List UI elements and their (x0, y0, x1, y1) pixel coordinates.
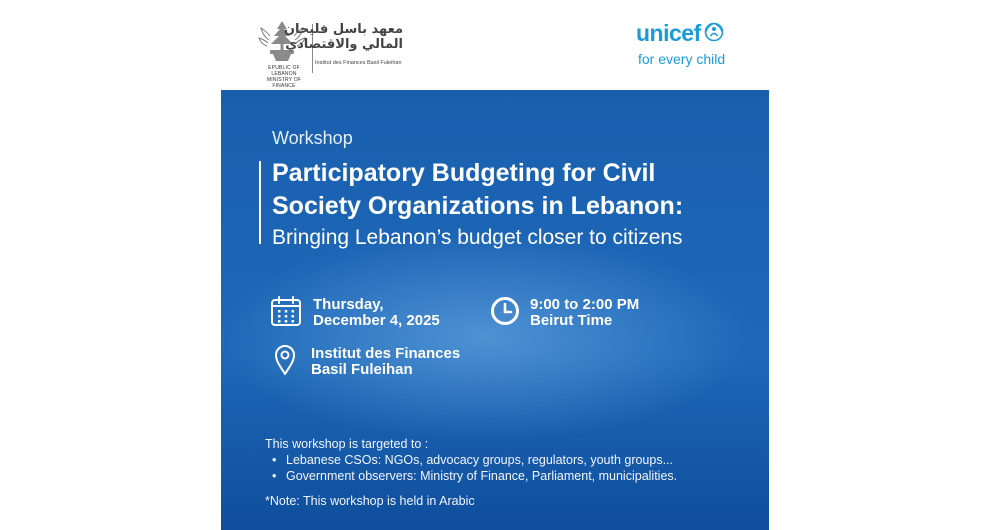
workshop-subtitle: Bringing Lebanon’s budget closer to citizens (272, 226, 683, 249)
unicef-wordmark: unicef (636, 20, 701, 46)
workshop-title-line-1: Participatory Budgeting for Civil (272, 159, 656, 187)
event-venue: Institut des Finances Basil Fuleihan (311, 345, 461, 378)
audience-intro: This workshop is targeted to : (265, 437, 429, 451)
workshop-flyer-panel (221, 90, 769, 530)
workshop-label: Workshop (272, 128, 353, 148)
calendar-icon (270, 295, 302, 327)
language-note: *Note: This workshop is held in Arabic (265, 494, 475, 508)
event-time: 9:00 to 2:00 PM Beirut Time (530, 296, 640, 329)
institute-arabic-name: معهد باسل فليحان المالي والاقتصادي (283, 22, 403, 52)
unicef-globe-icon (704, 22, 724, 42)
title-accent-bar (259, 161, 261, 244)
list-item: • Lebanese CSOs: NGOs, advocacy groups, regulators, youth groups... (272, 452, 677, 468)
location-pin-icon (274, 344, 296, 376)
unicef-logo (636, 20, 736, 72)
audience-list (265, 452, 677, 484)
list-item: • Government observers: Ministry of Finance, Parliament, municipalities. (272, 468, 677, 484)
target-audience (265, 436, 677, 484)
unicef-tagline: for every child (638, 51, 726, 67)
institute-french-name: Institut des Finances Basil Fuleihan (315, 60, 402, 66)
institute-logo (283, 22, 405, 73)
workshop-title-line-2: Society Organizations in Lebanon: (272, 192, 684, 220)
clock-icon (490, 296, 520, 326)
partner-logos (255, 18, 405, 89)
event-date: Thursday, December 4, 2025 (313, 296, 440, 329)
ministry-of-finance-label: EPUBLIC OF LEBANON MINISTRY OF FINANCE (266, 65, 302, 89)
